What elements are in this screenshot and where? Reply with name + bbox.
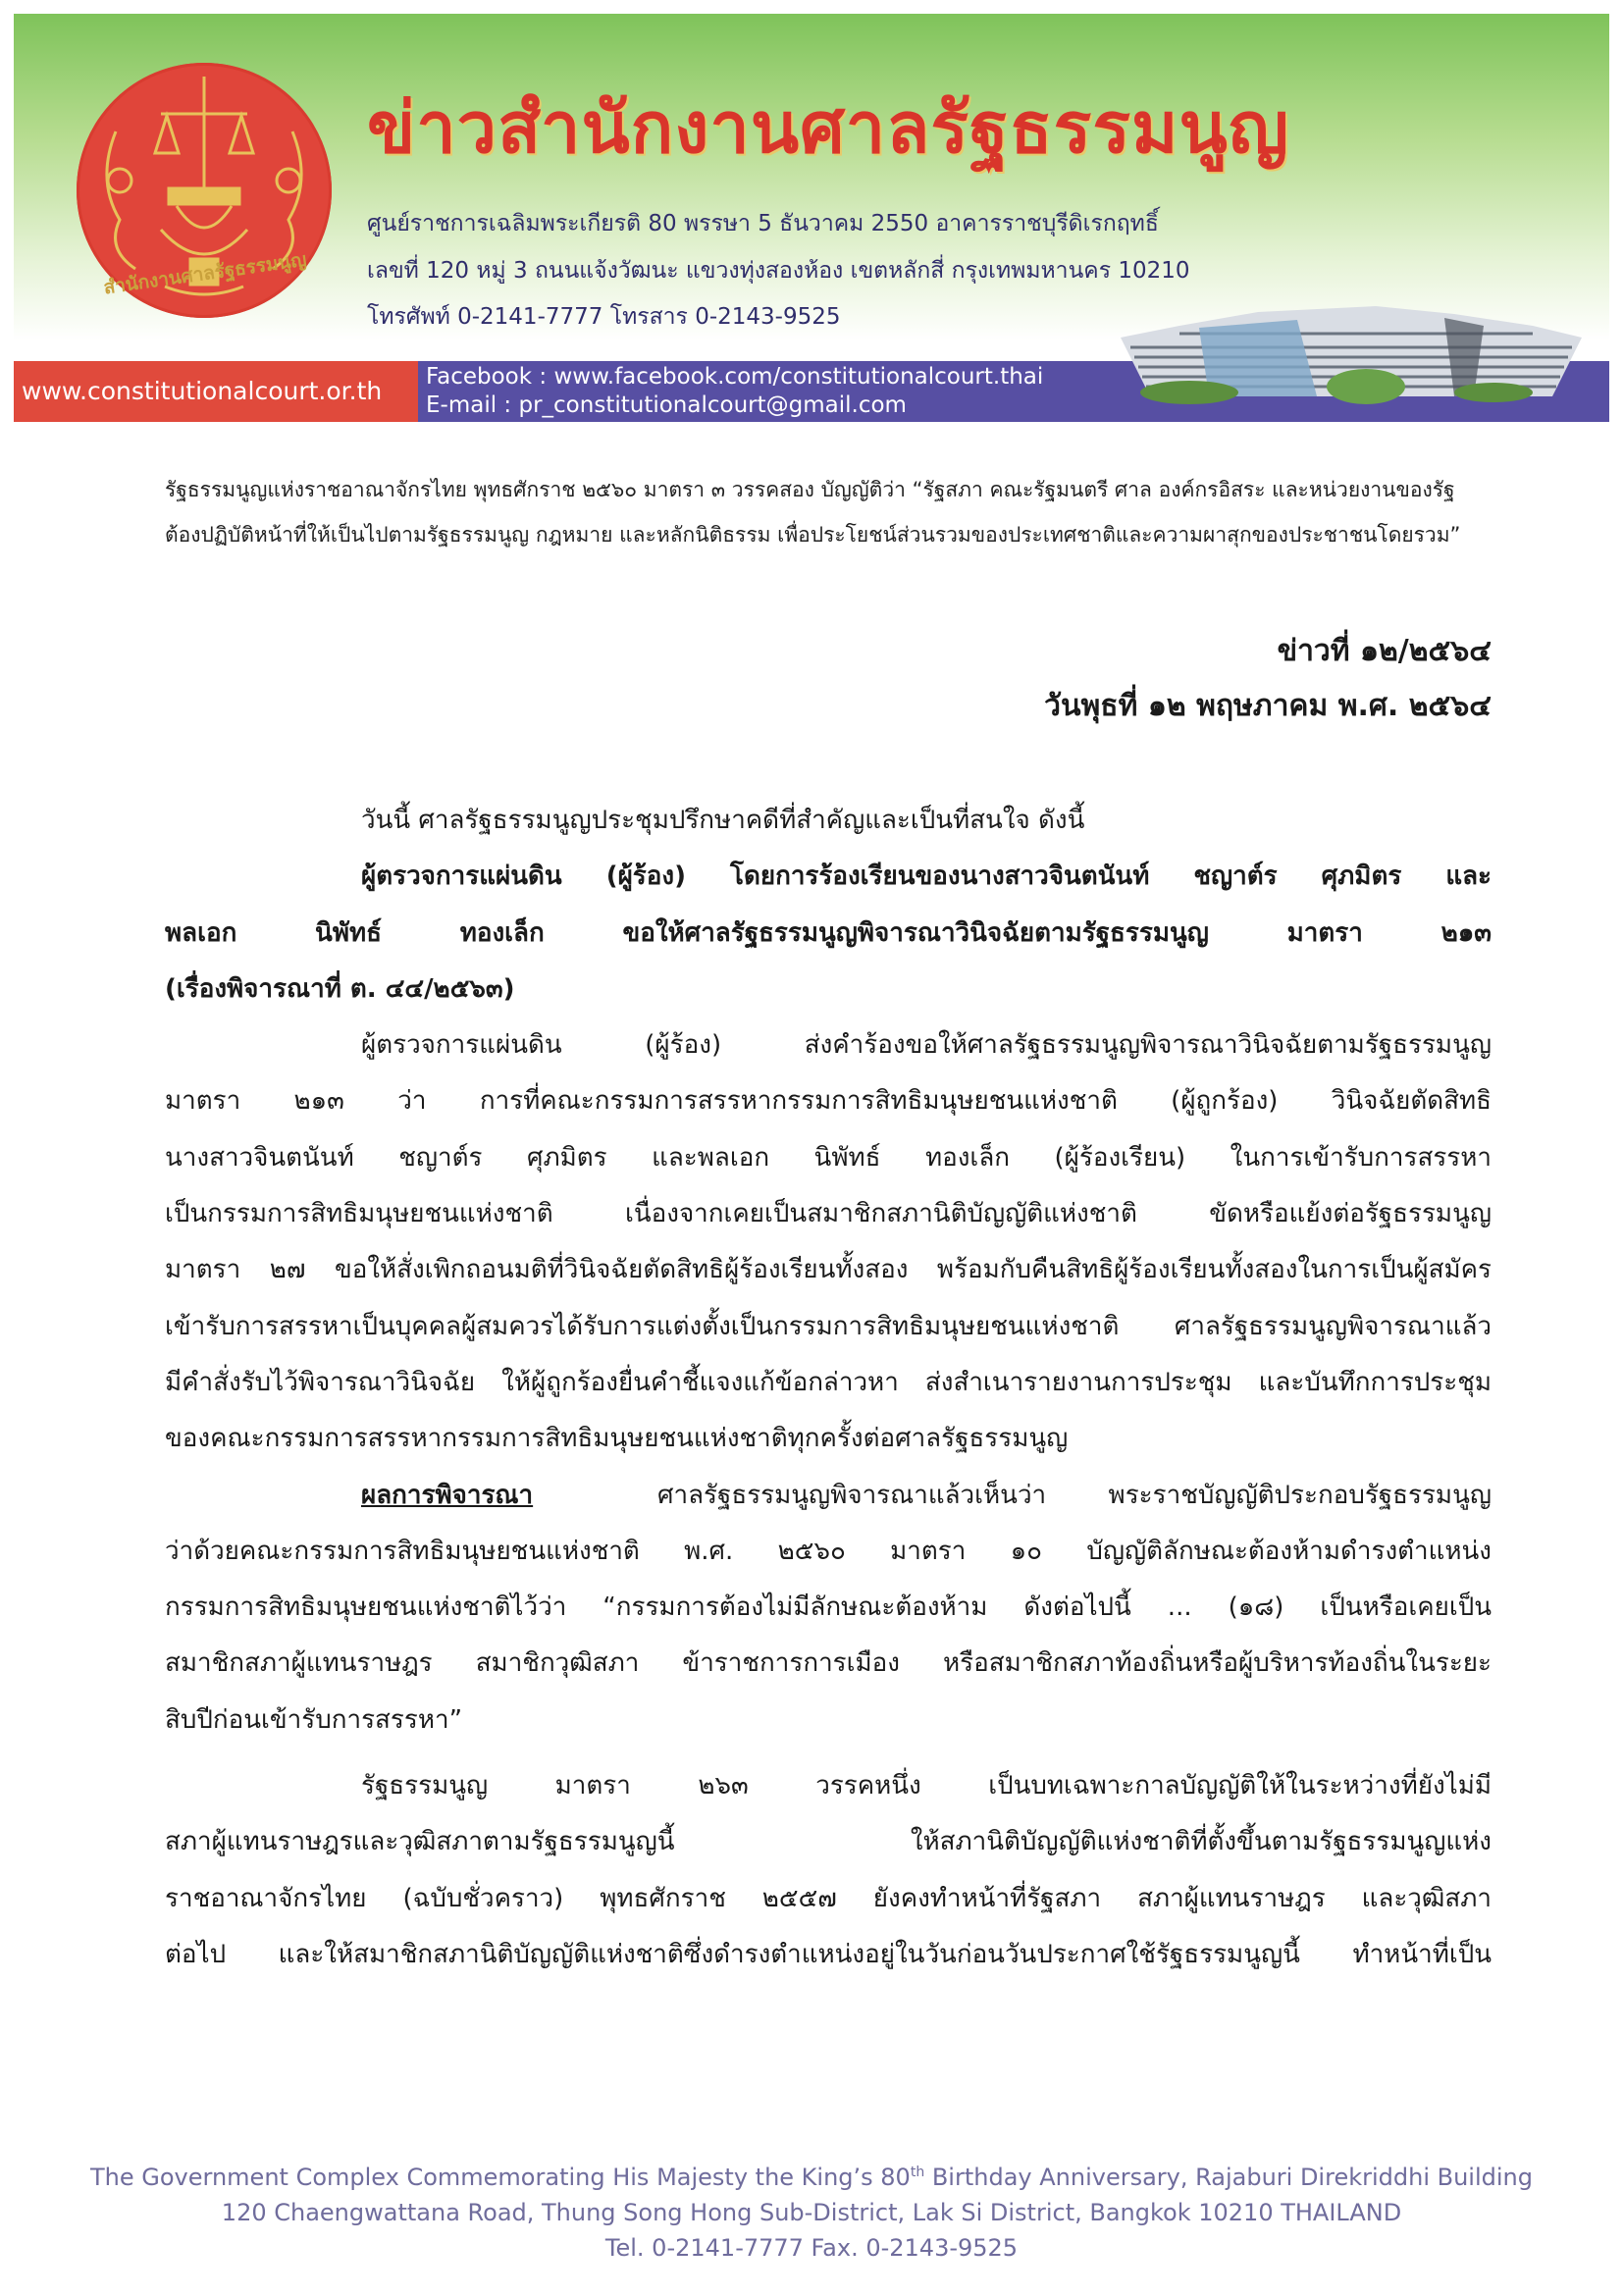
paragraph-line: สภาผู้แทนราษฎรและวุฒิสภาตามรัฐธรรมนูญนี้ ให้สภานิติบัญญัติแห่งชาติที่ตั้งขึ้นตามรัฐธรรมนูญแห่ง (165, 1827, 1492, 1857)
case-title-line: ผู้ตรวจการแผ่นดิน (ผู้ร้อง) โดยการร้องเรียนของนางสาวจินตนันท์ ชญาต์ร ศุภมิตร และ (361, 861, 1492, 892)
footer-line-2: 120 Chaengwattana Road, Thung Song Hong Sub-District, Lak Si District, Bangkok 10210 THAILAND (221, 2199, 1402, 2226)
news-date: วันพุธที่ ๑๒ พฤษภาคม พ.ศ. ๒๕๖๔ (1044, 689, 1492, 723)
website-link[interactable]: www.constitutionalcourt.or.th (14, 361, 418, 422)
paragraph-line: ราชอาณาจักรไทย (ฉบับชั่วคราว) พุทธศักราช ๒๕๕๗ ยังคงทำหน้าที่รัฐสภา สภาผู้แทนราษฎร และวุฒิสภา (165, 1883, 1492, 1913)
footer-building-text: Birthday Anniversary, Rajaburi Direkriddhi Building (924, 2164, 1533, 2191)
letterhead-banner (14, 14, 1609, 422)
paragraph-line: มาตรา ๒๑๓ ว่า การที่คณะกรรมการสรรหากรรมการสิทธิมนุษยชนแห่งชาติ (ผู้ถูกร้อง) วินิจฉัยตัดสิทธิ (165, 1086, 1492, 1117)
address-line: เลขที่ 120 หมู่ 3 ถนนแจ้งวัฒนะ แขวงทุ่งสองห้อง เขตหลักสี่ กรุงเทพมหานคร 10210 (367, 258, 1190, 284)
paragraph-line: รัฐธรรมนูญ มาตรา ๒๖๓ วรรคหนึ่ง เป็นบทเฉพาะกาลบัญญัติให้ในระหว่างที่ยังไม่มี (361, 1771, 1492, 1801)
footer-line-1 (0, 2155, 1623, 2195)
result-label: ผลการพิจารณา (361, 1480, 534, 1510)
paragraph-line: นางสาวจินตนันท์ ชญาต์ร ศุภมิตร และพลเอก นิพัทธ์ ทองเล็ก (ผู้ร้องเรียน) ในการเข้ารับการสรรหา (165, 1142, 1492, 1173)
paragraph-line: สิบปีก่อนเข้ารับการสรรหา” (165, 1704, 463, 1735)
paragraph-line: ของคณะกรรมการสรรหากรรมการสิทธิมนุษยชนแห่งชาติทุกครั้งต่อศาลรัฐธรรมนูญ (165, 1424, 1069, 1454)
news-number: ข่าวที่ ๑๒/๒๕๖๔ (1277, 634, 1492, 668)
paragraph-line: เป็นกรรมการสิทธิมนุษยชนแห่งชาติ เนื่องจากเคยเป็นสมาชิกสภานิติบัญญัติแห่งชาติ ขัดหรือแย้งต่อรัฐธรรมนูญ (165, 1199, 1492, 1229)
constitution-preamble (165, 467, 1492, 557)
footer-address (0, 2155, 1623, 2266)
court-building-image (1121, 298, 1592, 406)
paragraph-line: กรรมการสิทธิมนุษยชนแห่งชาติไว้ว่า “กรรมการต้องไม่มีลักษณะต้องห้าม ดังต่อไปนี้ ... (๑๘) เป็นหรือเคยเป็น (165, 1592, 1492, 1623)
result-text: ศาลรัฐธรรมนูญพิจารณาแล้วเห็นว่า พระราชบัญญัติประกอบรัฐธรรมนูญ (656, 1480, 1492, 1510)
preamble-line: ต้องปฏิบัติหน้าที่ให้เป็นไปตามรัฐธรรมนูญ กฎหมาย และหลักนิติธรรม เพื่อประโยชน์ส่วนรวมของประเทศชาติและความผาสุกของประชาชนโดยรวม” (165, 523, 1461, 547)
email-link[interactable]: E-mail : pr_constitutionalcourt@gmail.com (426, 392, 907, 418)
contact-phone-fax: โทรศัพท์ 0-2141-7777 โทรสาร 0-2143-9525 (367, 304, 841, 330)
case-title-line: พลเอก นิพัทธ์ ทองเล็ก ขอให้ศาลรัฐธรรมนูญพิจารณาวินิจฉัยตามรัฐธรรมนูญ มาตรา ๒๑๓ (165, 917, 1492, 948)
paragraph-line: สมาชิกสภาผู้แทนราษฎร สมาชิกวุฒิสภา ข้าราชการการเมือง หรือสมาชิกสภาท้องถิ่นหรือผู้บริหารท้องถิ่นในระยะ (165, 1648, 1492, 1679)
preamble-line: รัฐธรรมนูญแห่งราชอาณาจักรไทย พุทธศักราช ๒๕๖๐ มาตรา ๓ วรรคสอง บัญญัติว่า “รัฐสภา คณะรัฐมนตรี ศาล องค์กรอิสระ และหน่วยงานของรัฐ (165, 478, 1455, 501)
page-title: ข่าวสำนักงานศาลรัฐธรรมนูญ (367, 86, 1290, 169)
news-body (165, 793, 1492, 1983)
paragraph-line: ต่อไป และให้สมาชิกสภานิติบัญญัติแห่งชาติซึ่งดำรงตำแหน่งอยู่ในวันก่อนวันประกาศใช้รัฐธรรมนูญนี้ ทำหน้าที่เป็น (165, 1939, 1492, 1969)
facebook-link[interactable]: Facebook : www.facebook.com/constitutionalcourt.thai (426, 364, 1044, 390)
paragraph-line: เข้ารับการสรรหาเป็นบุคคลผู้สมควรได้รับการแต่งตั้งเป็นกรรมการสิทธิมนุษยชนแห่งชาติ ศาลรัฐธรรมนูญพิจารณาแล้ว (165, 1311, 1492, 1341)
footer-line-3: Tel. 0-2141-7777 Fax. 0-2143-9525 (604, 2234, 1019, 2262)
case-title-line: (เรื่องพิจารณาที่ ต. ๔๔/๒๕๖๓) (165, 973, 515, 1004)
paragraph-line: ว่าด้วยคณะกรรมการสิทธิมนุษยชนแห่งชาติ พ.ศ. ๒๕๖๐ มาตรา ๑๐ บัญญัติลักษณะต้องห้ามดำรงตำแหน่ง (165, 1536, 1492, 1566)
ordinal-suffix: th (910, 2165, 925, 2180)
result-line (165, 1468, 1492, 1524)
paragraph-line: ผู้ตรวจการแผ่นดิน (ผู้ร้อง) ส่งคำร้องขอให้ศาลรัฐธรรมนูญพิจารณาวินิจฉัยตามรัฐธรรมนูญ (361, 1030, 1492, 1061)
paragraph-line: มีคำสั่งรับไว้พิจารณาวินิจฉัย ให้ผู้ถูกร้องยื่นคำชี้แจงแก้ข้อกล่าวหา ส่งสำเนารายงานการประชุม และบันทึกการประชุม (165, 1367, 1492, 1397)
address-line: ศูนย์ราชการเฉลิมพระเกียรติ 80 พรรษา 5 ธันวาคม 2550 อาคารราชบุรีดิเรกฤทธิ์ (367, 211, 1159, 236)
paragraph-line: มาตรา ๒๗ ขอให้สั่งเพิกถอนมติที่วินิจฉัยตัดสิทธิผู้ร้องเรียนทั้งสอง พร้อมกับคืนสิทธิผู้ร้องเรียนทั้งสองในการเป็นผู้สมัคร (165, 1255, 1492, 1285)
intro-line: วันนี้ ศาลรัฐธรรมนูญประชุมปรึกษาคดีที่สำคัญและเป็นที่สนใจ ดังนี้ (361, 806, 1085, 835)
footer-building-text: The Government Complex Commemorating His Majesty the King’s 80 (90, 2164, 911, 2191)
emblem-caption: สำนักงานศาลรัฐธรรมนูญ (102, 248, 308, 299)
